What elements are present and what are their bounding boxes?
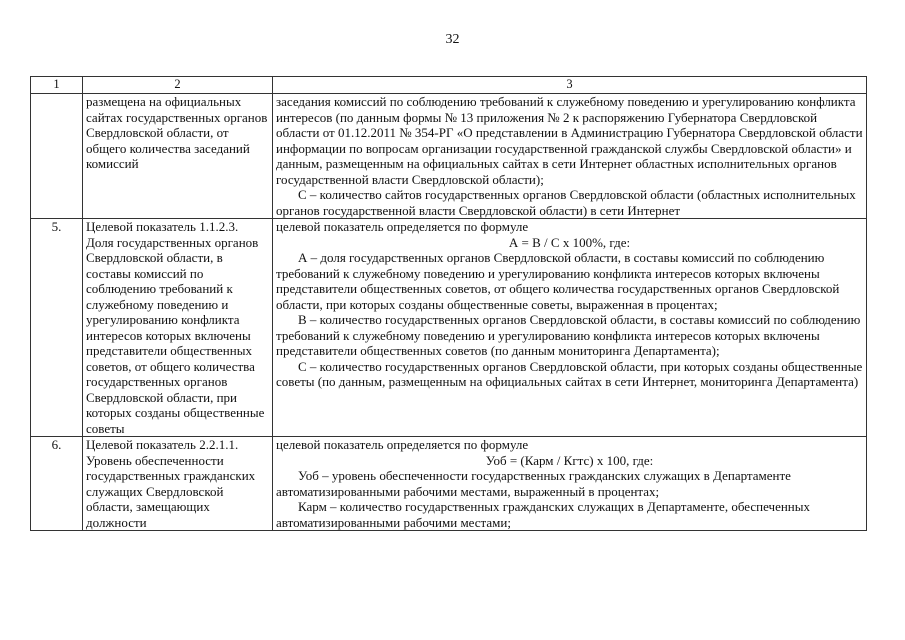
- formula: А = В / С х 100%, где:: [508, 234, 631, 250]
- header-col-3: 3: [273, 77, 867, 94]
- table-row: [31, 94, 867, 219]
- description-paragraph: Уоб – уровень обеспеченности государственных гражданских служащих в Департаменте автоматизированными рабочими местами, выраженный в процентах;: [276, 468, 791, 499]
- indicator-description: [273, 437, 867, 531]
- indicator-name: размещена на официальных сайтах государственных органов Свердловской области, от общего количества заседаний комиссий: [83, 94, 273, 219]
- indicator-description: [273, 94, 867, 219]
- table-row: [31, 219, 867, 437]
- formula-intro: целевой показатель определяется по формуле: [276, 219, 529, 234]
- header-col-1: 1: [31, 77, 83, 94]
- description-paragraph: Карм – количество государственных гражданских служащих в Департаменте, обеспеченных автоматизированными рабочими местами;: [276, 499, 810, 530]
- row-number: 5.: [31, 219, 83, 437]
- description-paragraph: В – количество государственных органов Свердловской области, в составы комиссий по соблюдению требований к служебному поведению и урегулированию конфликта интересов которых включены представители общественных советов (по данным мониторинга Департамента);: [276, 312, 861, 358]
- indicator-name: Целевой показатель 2.2.1.1. Уровень обеспеченности государственных гражданских служащих Свердловской области, замещающих должности: [83, 437, 273, 531]
- description-paragraph: заседания комиссий по соблюдению требований к служебному поведению и урегулированию конфликта интересов (по данным формы № 13 приложения № 2 к распоряжению Губернатора Свердловской области от 01.12.2011 № 354-РГ «О представлении в Администрацию Губернатора Свердловской области информации по вопросам организации государственной гражданской службы Свердловской области» и данным, размещенным на официальных сайтах в сети Интернет областных исполнительных органов государственной власти Свердловской области);: [276, 94, 863, 187]
- page-number: 32: [445, 32, 460, 47]
- header-col-2: 2: [83, 77, 273, 94]
- formula-intro: целевой показатель определяется по формуле: [276, 437, 529, 452]
- description-paragraph: С – количество государственных органов Свердловской области, при которых созданы общественные советы (по данным, размещенным на официальных сайтах в сети Интернет, мониторинга Департамента): [276, 358, 863, 389]
- indicators-table: [30, 76, 867, 531]
- row-number: [31, 94, 83, 219]
- table-row: [31, 437, 867, 531]
- row-number: 6.: [31, 437, 83, 531]
- indicator-name: Целевой показатель 1.1.2.3. Доля государственных органов Свердловской области, в составы комиссий по соблюдению требований к служебному поведению и урегулированию конфликта интересов которых включены представители общественных советов, от общего количества государственных органов Свердловской области, при которых созданы общественные советы: [83, 219, 273, 437]
- table-header-row: [31, 77, 867, 94]
- indicator-description: [273, 219, 867, 437]
- formula: Уоб = (Карм / Кгтс) х 100, где:: [485, 452, 654, 468]
- description-paragraph: А – доля государственных органов Свердловской области, в составы комиссий по соблюдению требований к служебному поведению и урегулированию конфликта интересов которых включены представители общественных советов, от общего количества государственных органов Свердловской области, при которых созданы общественные советы, выраженная в процентах;: [276, 250, 840, 312]
- description-paragraph: С – количество сайтов государственных органов Свердловской области (областных исполнительных органов государственной власти Свердловской области) в сети Интернет: [276, 187, 856, 218]
